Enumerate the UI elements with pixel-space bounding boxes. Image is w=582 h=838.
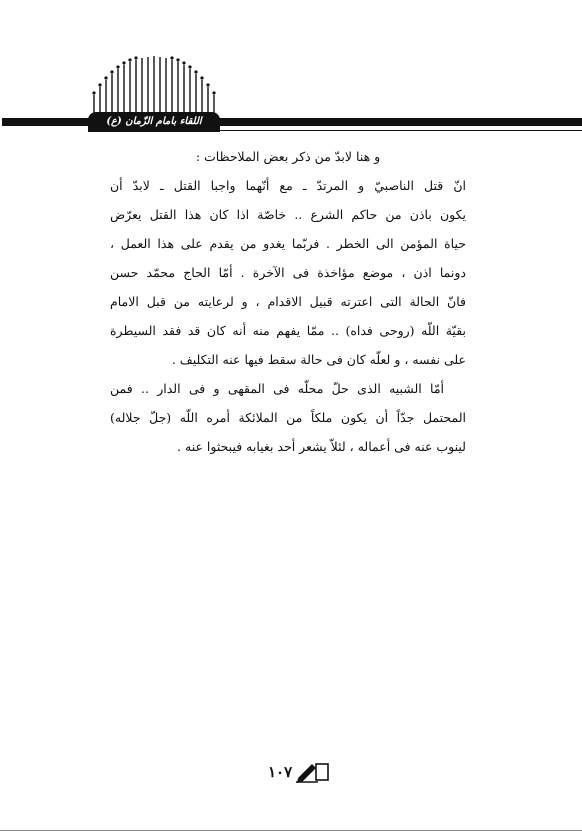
pen-writing-icon: [296, 760, 330, 784]
text-line: بقيّة اللّه (روحى فداه) .. ممّا يفهم منه أنه كان قد فقد السيطرة: [110, 323, 466, 338]
page-footer: [268, 757, 338, 787]
text-line: لينوب عنه فى أعماله ، لئلاّ يشعر أحد بغيابه فيبحثوا عنه .: [177, 439, 466, 454]
bottom-rule: [0, 830, 582, 831]
text-line: فانّ الحالة التى اعترته قبيل الاقدام ، و لرعايته من قبل الامام: [110, 294, 466, 309]
page-header: [0, 0, 582, 140]
text-line: انّ قتل الناصبيّ و المرتدّ ـ مع أنّهما واجبا القتل ـ لابدّ أن: [110, 178, 466, 193]
text-line: أمّا الشبيه الذى حلّ محلّه فى المقهى و فى الدار .. فمن: [110, 381, 444, 396]
text-line: المحتمل جدّاً أن يكون ملكاً من الملائكة أمره اللّه (جلّ جلاله): [110, 410, 466, 425]
header-rule-thin: [200, 130, 582, 131]
running-header-title: اللقاء بامام الزّمان (ع): [88, 112, 220, 132]
text-line: و هنا لابدّ من ذكر بعض الملاحظات :: [195, 149, 381, 164]
text-line: دونما اذن ، موضع مؤاخذة فى الآخرة . أمّا الحاج محمّد حسن: [110, 265, 466, 280]
body-text: [110, 142, 466, 461]
crown-ornament-icon: [88, 55, 220, 120]
text-line: على نفسه ، و لعلّه كان فى حالة سقط فيها عنه التكليف .: [171, 352, 466, 367]
text-line: حياة المؤمن الى الخطر . فربّما يغدو من يقدم على هذا العمل ،: [110, 236, 466, 251]
text-line: يكون باذن من حاكم الشرع .. خاصّة اذا كان هذا القتل يعرّض: [110, 207, 466, 222]
page-number: ١٠٧: [268, 763, 293, 781]
